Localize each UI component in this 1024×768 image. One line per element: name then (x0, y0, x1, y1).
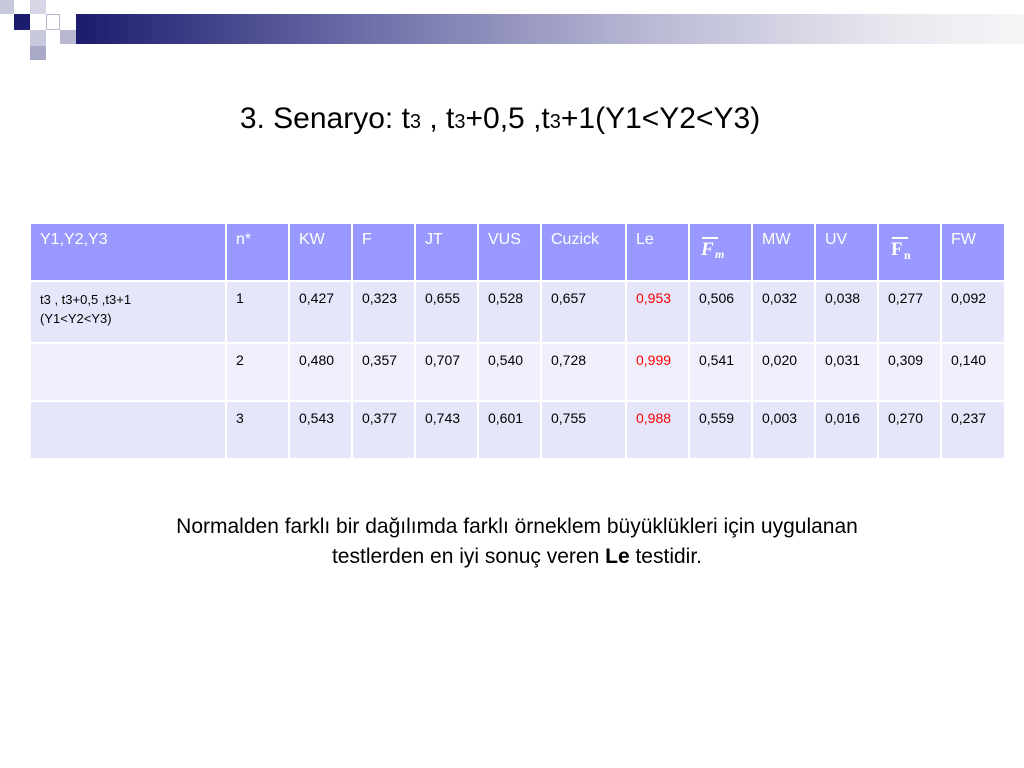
conclusion-line: testlerden en iyi sonuç veren (331, 545, 606, 568)
conclusion-line: testidir. (629, 545, 703, 568)
cell-f-bar-m: 0,506 (689, 281, 752, 343)
cell-vus: 0,528 (478, 281, 541, 343)
decorative-square (0, 14, 14, 30)
cell-f-bar-n: 0,270 (878, 401, 941, 459)
title-text: 3 (409, 111, 422, 133)
cell-vus: 0,601 (478, 401, 541, 459)
f-bar-n-icon (888, 231, 922, 261)
cell-vus: 0,540 (478, 343, 541, 401)
decorative-square (60, 14, 76, 30)
cell-f-bar-n: 0,277 (878, 281, 941, 343)
cell-jt: 0,707 (415, 343, 478, 401)
cell-fw: 0,140 (941, 343, 1005, 401)
decorative-square (0, 0, 14, 14)
cell-n: 2 (226, 343, 289, 401)
title-text: 3 (549, 111, 561, 133)
column-header-uv: UV (815, 223, 878, 281)
decorative-square (46, 14, 60, 30)
title-text: 3 (454, 111, 466, 133)
table-row (30, 401, 1005, 459)
column-header-f: F (352, 223, 415, 281)
scenario-label-cell (30, 401, 226, 459)
title-text: +1(Y1<Y2<Y3) (560, 102, 761, 135)
svg-text:F: F (891, 239, 903, 260)
decorative-square (30, 46, 46, 60)
column-header-kw: KW (289, 223, 352, 281)
svg-text:m: m (715, 247, 725, 261)
cell-f: 0,357 (352, 343, 415, 401)
cell-f: 0,323 (352, 281, 415, 343)
table-header-row (30, 223, 1005, 281)
f-bar-m-icon (699, 231, 733, 261)
conclusion-text (0, 512, 1024, 572)
cell-f-bar-m: 0,559 (689, 401, 752, 459)
cell-mw: 0,003 (752, 401, 815, 459)
cell-le-highlight: 0,999 (626, 343, 689, 401)
table-row (30, 281, 1005, 343)
cell-n: 3 (226, 401, 289, 459)
decorative-square (30, 30, 46, 46)
scenario-label-cell (30, 281, 226, 343)
column-header-f-bar-n (878, 223, 941, 281)
cell-kw: 0,427 (289, 281, 352, 343)
column-header-jt: JT (415, 223, 478, 281)
slide-title (0, 102, 1000, 136)
column-header-groups: Y1,Y2,Y3 (30, 223, 226, 281)
results-table (29, 222, 1006, 460)
column-header-f-bar-m (689, 223, 752, 281)
cell-le-highlight: 0,953 (626, 281, 689, 343)
cell-f-bar-m: 0,541 (689, 343, 752, 401)
conclusion-line: Normalden farklı bir dağılımda farklı örneklem büyüklükleri için uygulanan (176, 515, 858, 538)
scenario-label: (Y1<Y2<Y3) (40, 311, 112, 326)
cell-mw: 0,032 (752, 281, 815, 343)
decorative-square (46, 0, 76, 14)
table-row (30, 343, 1005, 401)
cell-cuzick: 0,728 (541, 343, 626, 401)
column-header-le: Le (626, 223, 689, 281)
cell-fw: 0,237 (941, 401, 1005, 459)
cell-f: 0,377 (352, 401, 415, 459)
cell-jt: 0,655 (415, 281, 478, 343)
decorative-square (30, 0, 46, 14)
decorative-square (14, 14, 30, 30)
cell-kw: 0,543 (289, 401, 352, 459)
cell-kw: 0,480 (289, 343, 352, 401)
column-header-n: n* (226, 223, 289, 281)
conclusion-highlight: Le (605, 545, 630, 568)
title-text: , t (421, 102, 455, 135)
cell-fw: 0,092 (941, 281, 1005, 343)
cell-uv: 0,031 (815, 343, 878, 401)
cell-uv: 0,038 (815, 281, 878, 343)
cell-le-highlight: 0,988 (626, 401, 689, 459)
cell-cuzick: 0,755 (541, 401, 626, 459)
header-gradient-bar (76, 14, 1024, 44)
title-text: +0,5 ,t (465, 102, 550, 135)
column-header-mw: MW (752, 223, 815, 281)
scenario-label-cell (30, 343, 226, 401)
svg-text:n: n (904, 248, 911, 261)
column-header-fw: FW (941, 223, 1005, 281)
cell-jt: 0,743 (415, 401, 478, 459)
cell-n: 1 (226, 281, 289, 343)
cell-f-bar-n: 0,309 (878, 343, 941, 401)
column-header-cuzick: Cuzick (541, 223, 626, 281)
title-text: 3. Senaryo: t (239, 102, 410, 135)
cell-uv: 0,016 (815, 401, 878, 459)
scenario-label: t3 , t3+0,5 ,t3+1 (40, 292, 132, 307)
decorative-square (60, 30, 76, 44)
column-header-vus: VUS (478, 223, 541, 281)
cell-cuzick: 0,657 (541, 281, 626, 343)
decorative-square (14, 30, 30, 44)
svg-text:F: F (701, 239, 714, 260)
cell-mw: 0,020 (752, 343, 815, 401)
